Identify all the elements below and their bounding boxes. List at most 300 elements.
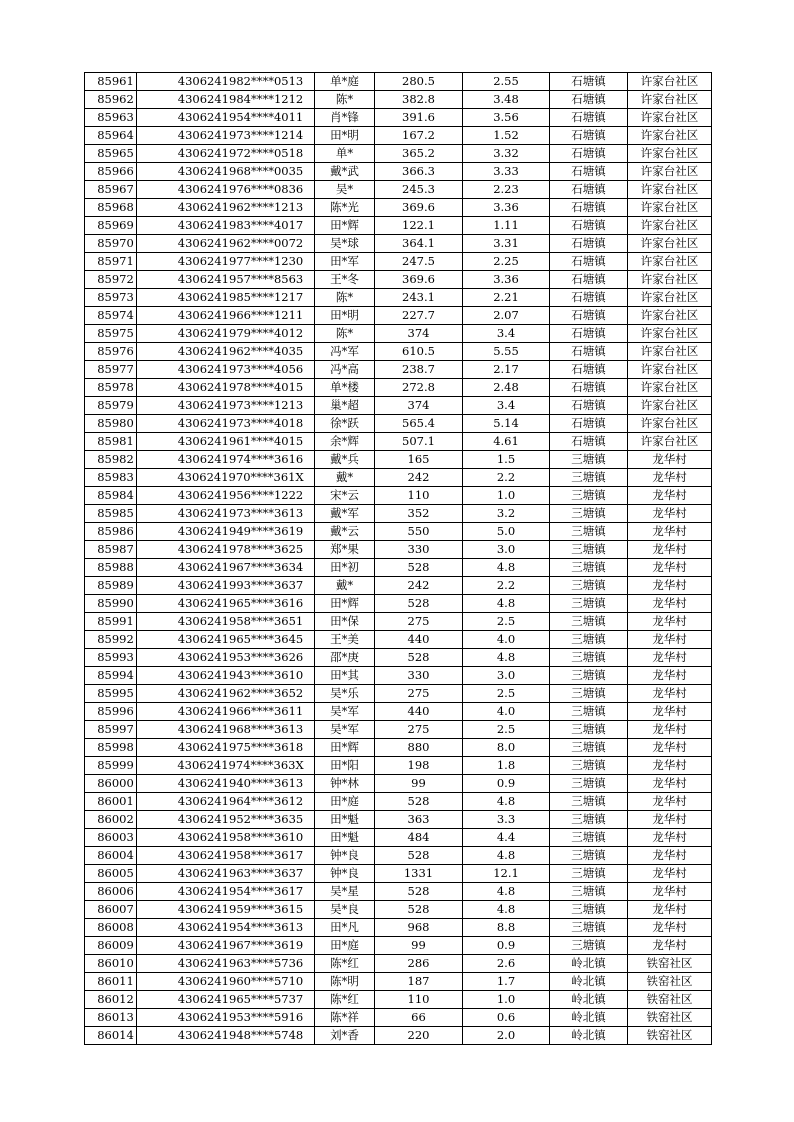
serial-cell: 86011: [85, 973, 137, 991]
amount-cell: 550: [375, 523, 463, 541]
name-cell: 冯*高: [315, 361, 375, 379]
town-cell: 三塘镇: [550, 649, 628, 667]
village-cell: 龙华村: [628, 847, 712, 865]
name-cell: 戴*: [315, 469, 375, 487]
village-cell: 许家台社区: [628, 379, 712, 397]
table-row: [85, 829, 712, 847]
serial-cell: 86002: [85, 811, 137, 829]
town-cell: 三塘镇: [550, 775, 628, 793]
table-row: [85, 253, 712, 271]
id-number-cell: 4306241960****5710: [137, 973, 315, 991]
id-number-cell: 4306241965****5737: [137, 991, 315, 1009]
village-cell: 龙华村: [628, 631, 712, 649]
village-cell: 龙华村: [628, 559, 712, 577]
serial-cell: 85996: [85, 703, 137, 721]
village-cell: 许家台社区: [628, 109, 712, 127]
name-cell: 陈*: [315, 289, 375, 307]
table-row: [85, 451, 712, 469]
village-cell: 龙华村: [628, 451, 712, 469]
town-cell: 三塘镇: [550, 829, 628, 847]
name-cell: 陈*红: [315, 991, 375, 1009]
amount-cell: 286: [375, 955, 463, 973]
town-cell: 石塘镇: [550, 73, 628, 91]
amount-cell: 528: [375, 901, 463, 919]
id-number-cell: 4306241976****0836: [137, 181, 315, 199]
table-row: [85, 289, 712, 307]
amount-cell: 167.2: [375, 127, 463, 145]
village-cell: 龙华村: [628, 577, 712, 595]
amount-cell: 374: [375, 325, 463, 343]
town-cell: 石塘镇: [550, 289, 628, 307]
village-cell: 龙华村: [628, 937, 712, 955]
amount-cell: 330: [375, 541, 463, 559]
records-body: [85, 73, 712, 1045]
town-cell: 三塘镇: [550, 505, 628, 523]
serial-cell: 86013: [85, 1009, 137, 1027]
name-cell: 陈*: [315, 325, 375, 343]
table-row: [85, 793, 712, 811]
area-cell: 2.07: [463, 307, 550, 325]
village-cell: 龙华村: [628, 613, 712, 631]
area-cell: 2.25: [463, 253, 550, 271]
amount-cell: 610.5: [375, 343, 463, 361]
amount-cell: 369.6: [375, 271, 463, 289]
town-cell: 石塘镇: [550, 127, 628, 145]
name-cell: 单*: [315, 145, 375, 163]
id-number-cell: 4306241975****3618: [137, 739, 315, 757]
town-cell: 三塘镇: [550, 577, 628, 595]
area-cell: 2.2: [463, 469, 550, 487]
area-cell: 2.55: [463, 73, 550, 91]
village-cell: 龙华村: [628, 703, 712, 721]
table-row: [85, 379, 712, 397]
name-cell: 陈*红: [315, 955, 375, 973]
area-cell: 3.33: [463, 163, 550, 181]
table-row: [85, 595, 712, 613]
town-cell: 石塘镇: [550, 325, 628, 343]
amount-cell: 374: [375, 397, 463, 415]
id-number-cell: 4306241949****3619: [137, 523, 315, 541]
amount-cell: 484: [375, 829, 463, 847]
name-cell: 宋*云: [315, 487, 375, 505]
table-row: [85, 685, 712, 703]
town-cell: 三塘镇: [550, 559, 628, 577]
amount-cell: 528: [375, 595, 463, 613]
table-row: [85, 505, 712, 523]
table-row: [85, 1009, 712, 1027]
amount-cell: 363: [375, 811, 463, 829]
table-row: [85, 937, 712, 955]
village-cell: 龙华村: [628, 793, 712, 811]
amount-cell: 275: [375, 721, 463, 739]
area-cell: 1.0: [463, 487, 550, 505]
town-cell: 三塘镇: [550, 451, 628, 469]
town-cell: 三塘镇: [550, 541, 628, 559]
amount-cell: 66: [375, 1009, 463, 1027]
town-cell: 石塘镇: [550, 361, 628, 379]
table-row: [85, 883, 712, 901]
town-cell: 三塘镇: [550, 487, 628, 505]
id-number-cell: 4306241973****1214: [137, 127, 315, 145]
table-row: [85, 1027, 712, 1045]
area-cell: 8.8: [463, 919, 550, 937]
amount-cell: 365.2: [375, 145, 463, 163]
name-cell: 田*魁: [315, 811, 375, 829]
town-cell: 岭北镇: [550, 991, 628, 1009]
id-number-cell: 4306241943****3610: [137, 667, 315, 685]
serial-cell: 86006: [85, 883, 137, 901]
area-cell: 1.11: [463, 217, 550, 235]
table-row: [85, 325, 712, 343]
village-cell: 许家台社区: [628, 235, 712, 253]
area-cell: 3.56: [463, 109, 550, 127]
area-cell: 0.9: [463, 937, 550, 955]
town-cell: 三塘镇: [550, 595, 628, 613]
amount-cell: 247.5: [375, 253, 463, 271]
area-cell: 4.8: [463, 559, 550, 577]
table-row: [85, 91, 712, 109]
id-number-cell: 4306241973****3613: [137, 505, 315, 523]
amount-cell: 968: [375, 919, 463, 937]
name-cell: 吴*乐: [315, 685, 375, 703]
village-cell: 铁窑社区: [628, 955, 712, 973]
name-cell: 田*魁: [315, 829, 375, 847]
table-row: [85, 217, 712, 235]
id-number-cell: 4306241965****3645: [137, 631, 315, 649]
town-cell: 石塘镇: [550, 235, 628, 253]
id-number-cell: 4306241979****4012: [137, 325, 315, 343]
table-row: [85, 667, 712, 685]
village-cell: 龙华村: [628, 649, 712, 667]
serial-cell: 85984: [85, 487, 137, 505]
serial-cell: 85968: [85, 199, 137, 217]
name-cell: 钟*良: [315, 847, 375, 865]
id-number-cell: 4306241973****4056: [137, 361, 315, 379]
id-number-cell: 4306241972****0518: [137, 145, 315, 163]
amount-cell: 242: [375, 469, 463, 487]
id-number-cell: 4306241968****3613: [137, 721, 315, 739]
amount-cell: 352: [375, 505, 463, 523]
area-cell: 8.0: [463, 739, 550, 757]
village-cell: 龙华村: [628, 865, 712, 883]
serial-cell: 86004: [85, 847, 137, 865]
town-cell: 三塘镇: [550, 919, 628, 937]
area-cell: 3.36: [463, 199, 550, 217]
serial-cell: 85993: [85, 649, 137, 667]
name-cell: 钟*良: [315, 865, 375, 883]
name-cell: 田*庭: [315, 937, 375, 955]
serial-cell: 86000: [85, 775, 137, 793]
name-cell: 吴*军: [315, 721, 375, 739]
amount-cell: 122.1: [375, 217, 463, 235]
id-number-cell: 4306241964****3612: [137, 793, 315, 811]
name-cell: 冯*军: [315, 343, 375, 361]
town-cell: 石塘镇: [550, 163, 628, 181]
name-cell: 陈*: [315, 91, 375, 109]
village-cell: 许家台社区: [628, 199, 712, 217]
name-cell: 郑*果: [315, 541, 375, 559]
table-row: [85, 523, 712, 541]
table-row: [85, 361, 712, 379]
id-number-cell: 4306241962****0072: [137, 235, 315, 253]
table-row: [85, 559, 712, 577]
amount-cell: 528: [375, 883, 463, 901]
village-cell: 许家台社区: [628, 361, 712, 379]
village-cell: 许家台社区: [628, 433, 712, 451]
area-cell: 3.0: [463, 541, 550, 559]
serial-cell: 85982: [85, 451, 137, 469]
serial-cell: 85990: [85, 595, 137, 613]
name-cell: 田*明: [315, 127, 375, 145]
area-cell: 2.2: [463, 577, 550, 595]
table-row: [85, 901, 712, 919]
name-cell: 戴*兵: [315, 451, 375, 469]
area-cell: 2.21: [463, 289, 550, 307]
id-number-cell: 4306241958****3610: [137, 829, 315, 847]
town-cell: 三塘镇: [550, 631, 628, 649]
town-cell: 三塘镇: [550, 667, 628, 685]
amount-cell: 391.6: [375, 109, 463, 127]
amount-cell: 243.1: [375, 289, 463, 307]
area-cell: 4.61: [463, 433, 550, 451]
village-cell: 龙华村: [628, 523, 712, 541]
name-cell: 田*辉: [315, 217, 375, 235]
village-cell: 许家台社区: [628, 181, 712, 199]
village-cell: 许家台社区: [628, 217, 712, 235]
town-cell: 三塘镇: [550, 883, 628, 901]
area-cell: 4.8: [463, 793, 550, 811]
amount-cell: 99: [375, 937, 463, 955]
town-cell: 石塘镇: [550, 379, 628, 397]
id-number-cell: 4306241962****3652: [137, 685, 315, 703]
area-cell: 0.6: [463, 1009, 550, 1027]
area-cell: 2.0: [463, 1027, 550, 1045]
id-number-cell: 4306241962****4035: [137, 343, 315, 361]
id-number-cell: 4306241952****3635: [137, 811, 315, 829]
amount-cell: 220: [375, 1027, 463, 1045]
id-number-cell: 4306241958****3617: [137, 847, 315, 865]
village-cell: 龙华村: [628, 667, 712, 685]
table-row: [85, 703, 712, 721]
town-cell: 石塘镇: [550, 109, 628, 127]
town-cell: 石塘镇: [550, 253, 628, 271]
area-cell: 1.8: [463, 757, 550, 775]
serial-cell: 85985: [85, 505, 137, 523]
amount-cell: 565.4: [375, 415, 463, 433]
id-number-cell: 4306241956****1222: [137, 487, 315, 505]
village-cell: 龙华村: [628, 487, 712, 505]
town-cell: 石塘镇: [550, 415, 628, 433]
area-cell: 1.52: [463, 127, 550, 145]
table-row: [85, 235, 712, 253]
table-row: [85, 469, 712, 487]
amount-cell: 528: [375, 649, 463, 667]
area-cell: 3.31: [463, 235, 550, 253]
serial-cell: 85962: [85, 91, 137, 109]
name-cell: 田*其: [315, 667, 375, 685]
name-cell: 田*凡: [315, 919, 375, 937]
serial-cell: 86008: [85, 919, 137, 937]
village-cell: 许家台社区: [628, 253, 712, 271]
town-cell: 岭北镇: [550, 1009, 628, 1027]
table-row: [85, 991, 712, 1009]
amount-cell: 364.1: [375, 235, 463, 253]
village-cell: 龙华村: [628, 883, 712, 901]
id-number-cell: 4306241963****5736: [137, 955, 315, 973]
village-cell: 铁窑社区: [628, 991, 712, 1009]
town-cell: 石塘镇: [550, 271, 628, 289]
serial-cell: 85991: [85, 613, 137, 631]
serial-cell: 85979: [85, 397, 137, 415]
amount-cell: 99: [375, 775, 463, 793]
id-number-cell: 4306241962****1213: [137, 199, 315, 217]
name-cell: 吴*球: [315, 235, 375, 253]
village-cell: 龙华村: [628, 541, 712, 559]
table-row: [85, 973, 712, 991]
town-cell: 三塘镇: [550, 721, 628, 739]
serial-cell: 85967: [85, 181, 137, 199]
table-row: [85, 955, 712, 973]
name-cell: 余*辉: [315, 433, 375, 451]
town-cell: 石塘镇: [550, 433, 628, 451]
serial-cell: 86001: [85, 793, 137, 811]
table-row: [85, 109, 712, 127]
serial-cell: 85978: [85, 379, 137, 397]
area-cell: 0.9: [463, 775, 550, 793]
amount-cell: 369.6: [375, 199, 463, 217]
serial-cell: 85964: [85, 127, 137, 145]
area-cell: 1.0: [463, 991, 550, 1009]
id-number-cell: 4306241973****1213: [137, 397, 315, 415]
id-number-cell: 4306241974****363X: [137, 757, 315, 775]
area-cell: 4.4: [463, 829, 550, 847]
area-cell: 3.48: [463, 91, 550, 109]
town-cell: 石塘镇: [550, 343, 628, 361]
village-cell: 龙华村: [628, 775, 712, 793]
serial-cell: 85994: [85, 667, 137, 685]
town-cell: 三塘镇: [550, 937, 628, 955]
amount-cell: 880: [375, 739, 463, 757]
town-cell: 石塘镇: [550, 91, 628, 109]
name-cell: 田*辉: [315, 739, 375, 757]
table-row: [85, 775, 712, 793]
id-number-cell: 4306241948****5748: [137, 1027, 315, 1045]
table-row: [85, 577, 712, 595]
name-cell: 邵*庚: [315, 649, 375, 667]
town-cell: 岭北镇: [550, 1027, 628, 1045]
area-cell: 5.0: [463, 523, 550, 541]
name-cell: 田*阳: [315, 757, 375, 775]
village-cell: 龙华村: [628, 469, 712, 487]
table-row: [85, 271, 712, 289]
name-cell: 田*保: [315, 613, 375, 631]
area-cell: 4.8: [463, 595, 550, 613]
serial-cell: 85972: [85, 271, 137, 289]
name-cell: 戴*云: [315, 523, 375, 541]
table-row: [85, 433, 712, 451]
serial-cell: 85975: [85, 325, 137, 343]
town-cell: 三塘镇: [550, 865, 628, 883]
amount-cell: 242: [375, 577, 463, 595]
town-cell: 三塘镇: [550, 613, 628, 631]
name-cell: 陈*明: [315, 973, 375, 991]
village-cell: 许家台社区: [628, 91, 712, 109]
serial-cell: 85995: [85, 685, 137, 703]
table-row: [85, 199, 712, 217]
id-number-cell: 4306241961****4015: [137, 433, 315, 451]
town-cell: 三塘镇: [550, 757, 628, 775]
serial-cell: 86009: [85, 937, 137, 955]
id-number-cell: 4306241967****3634: [137, 559, 315, 577]
amount-cell: 110: [375, 487, 463, 505]
name-cell: 吴*: [315, 181, 375, 199]
id-number-cell: 4306241953****3626: [137, 649, 315, 667]
amount-cell: 528: [375, 793, 463, 811]
table-row: [85, 487, 712, 505]
serial-cell: 85966: [85, 163, 137, 181]
town-cell: 石塘镇: [550, 199, 628, 217]
amount-cell: 528: [375, 559, 463, 577]
id-number-cell: 4306241993****3637: [137, 577, 315, 595]
serial-cell: 86007: [85, 901, 137, 919]
village-cell: 许家台社区: [628, 325, 712, 343]
table-row: [85, 721, 712, 739]
table-row: [85, 307, 712, 325]
village-cell: 许家台社区: [628, 289, 712, 307]
serial-cell: 85981: [85, 433, 137, 451]
id-number-cell: 4306241954****3617: [137, 883, 315, 901]
id-number-cell: 4306241966****3611: [137, 703, 315, 721]
amount-cell: 245.3: [375, 181, 463, 199]
table-row: [85, 541, 712, 559]
area-cell: 4.8: [463, 901, 550, 919]
serial-cell: 85999: [85, 757, 137, 775]
id-number-cell: 4306241965****3616: [137, 595, 315, 613]
id-number-cell: 4306241954****4011: [137, 109, 315, 127]
table-row: [85, 127, 712, 145]
area-cell: 2.5: [463, 721, 550, 739]
town-cell: 三塘镇: [550, 469, 628, 487]
amount-cell: 330: [375, 667, 463, 685]
amount-cell: 198: [375, 757, 463, 775]
serial-cell: 86005: [85, 865, 137, 883]
village-cell: 龙华村: [628, 505, 712, 523]
name-cell: 田*庭: [315, 793, 375, 811]
area-cell: 3.36: [463, 271, 550, 289]
name-cell: 徐*跃: [315, 415, 375, 433]
name-cell: 钟*林: [315, 775, 375, 793]
serial-cell: 85992: [85, 631, 137, 649]
village-cell: 龙华村: [628, 811, 712, 829]
village-cell: 铁窑社区: [628, 1027, 712, 1045]
id-number-cell: 4306241973****4018: [137, 415, 315, 433]
serial-cell: 85987: [85, 541, 137, 559]
area-cell: 5.55: [463, 343, 550, 361]
village-cell: 许家台社区: [628, 73, 712, 91]
name-cell: 吴*军: [315, 703, 375, 721]
id-number-cell: 4306241968****0035: [137, 163, 315, 181]
id-number-cell: 4306241963****3637: [137, 865, 315, 883]
name-cell: 王*美: [315, 631, 375, 649]
table-row: [85, 739, 712, 757]
amount-cell: 187: [375, 973, 463, 991]
area-cell: 3.2: [463, 505, 550, 523]
village-cell: 许家台社区: [628, 127, 712, 145]
area-cell: 4.0: [463, 631, 550, 649]
amount-cell: 1331: [375, 865, 463, 883]
village-cell: 许家台社区: [628, 271, 712, 289]
town-cell: 三塘镇: [550, 847, 628, 865]
